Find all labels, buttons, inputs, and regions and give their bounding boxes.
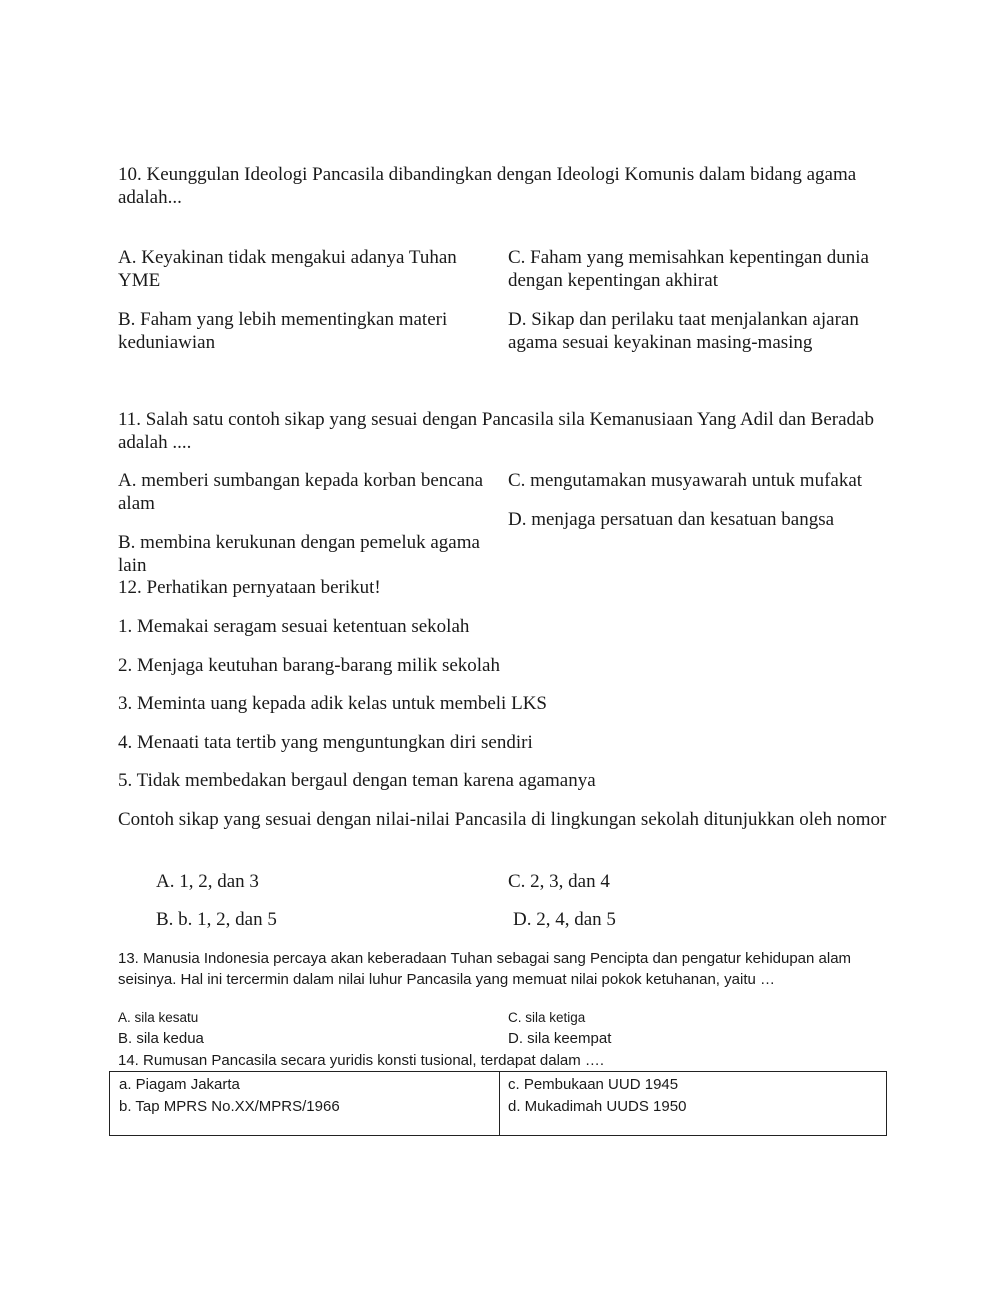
question-10-option-a[interactable]: A. Keyakinan tidak mengakui adanya Tuhan YME: [118, 247, 457, 291]
question-10-text: 10. Keunggulan Ideologi Pancasila dibandingkan dengan Ideologi Komunis dalam bidang agama adalah...: [118, 164, 857, 208]
question-11-option-b[interactable]: B. membina kerukunan dengan pemeluk agama lain: [118, 532, 480, 576]
question-14-options-table: [109, 1071, 887, 1136]
question-14-text: 14. Rumusan Pancasila secara yuridis konsti tusional, terdapat dalam ….: [118, 1052, 605, 1069]
question-10-option-d[interactable]: D. Sikap dan perilaku taat menjalankan ajaran agama sesuai keyakinan masing-masing: [508, 309, 859, 353]
question-13-text: 13. Manusia Indonesia percaya akan keberadaan Tuhan sebagai sang Pencipta dan pengatur kehidupan alam seisinya. Hal ini tercermin dalam nilai luhur Pancasila yang memuat nilai pokok ketuhanan, yaitu …: [118, 950, 852, 988]
question-11-text: 11. Salah satu contoh sikap yang sesuai dengan Pancasila sila Kemanusiaan Yang Adil dan Beradab adalah ....: [118, 409, 874, 453]
question-13-option-b[interactable]: B. sila kedua: [118, 1030, 204, 1047]
question-14-option-d[interactable]: d. Mukadimah UUDS 1950: [508, 1098, 687, 1115]
question-12-prompt: Contoh sikap yang sesuai dengan nilai-nilai Pancasila di lingkungan sekolah ditunjukkan oleh nomor: [118, 809, 887, 830]
question-12-option-c[interactable]: C. 2, 3, dan 4: [508, 871, 610, 892]
question-14-option-a[interactable]: a. Piagam Jakarta: [119, 1076, 240, 1093]
question-14-option-b[interactable]: b. Tap MPRS No.XX/MPRS/1966: [119, 1098, 340, 1115]
question-12-statement-3: 3. Meminta uang kepada adik kelas untuk membeli LKS: [118, 693, 547, 714]
question-13-option-d[interactable]: D. sila keempat: [508, 1030, 612, 1047]
question-14-option-c[interactable]: c. Pembukaan UUD 1945: [508, 1076, 679, 1093]
question-11-option-a[interactable]: A. memberi sumbangan kepada korban bencana alam: [118, 470, 484, 514]
question-12-statement-5: 5. Tidak membedakan bergaul dengan teman karena agamanya: [118, 770, 596, 791]
question-13-option-a[interactable]: A. sila kesatu: [118, 1010, 199, 1025]
question-12-statement-1: 1. Memakai seragam sesuai ketentuan sekolah: [118, 616, 470, 637]
question-11-option-c[interactable]: C. mengutamakan musyawarah untuk mufakat: [508, 470, 863, 491]
question-12-option-d[interactable]: D. 2, 4, dan 5: [513, 909, 616, 930]
question-12-statement-2: 2. Menjaga keutuhan barang-barang milik sekolah: [118, 655, 500, 676]
question-12-option-b[interactable]: B. b. 1, 2, dan 5: [156, 909, 277, 930]
table-column-divider: [499, 1072, 500, 1135]
question-13-option-c[interactable]: C. sila ketiga: [508, 1010, 586, 1025]
question-12-option-a[interactable]: A. 1, 2, dan 3: [156, 871, 259, 892]
question-12-statement-4: 4. Menaati tata tertib yang menguntungkan diri sendiri: [118, 732, 533, 753]
question-10-option-c[interactable]: C. Faham yang memisahkan kepentingan dunia dengan kepentingan akhirat: [508, 247, 869, 291]
question-12-text: 12. Perhatikan pernyataan berikut!: [118, 577, 381, 598]
question-11-option-d[interactable]: D. menjaga persatuan dan kesatuan bangsa: [508, 509, 835, 530]
question-10-option-b[interactable]: B. Faham yang lebih mementingkan materi keduniawian: [118, 309, 448, 353]
